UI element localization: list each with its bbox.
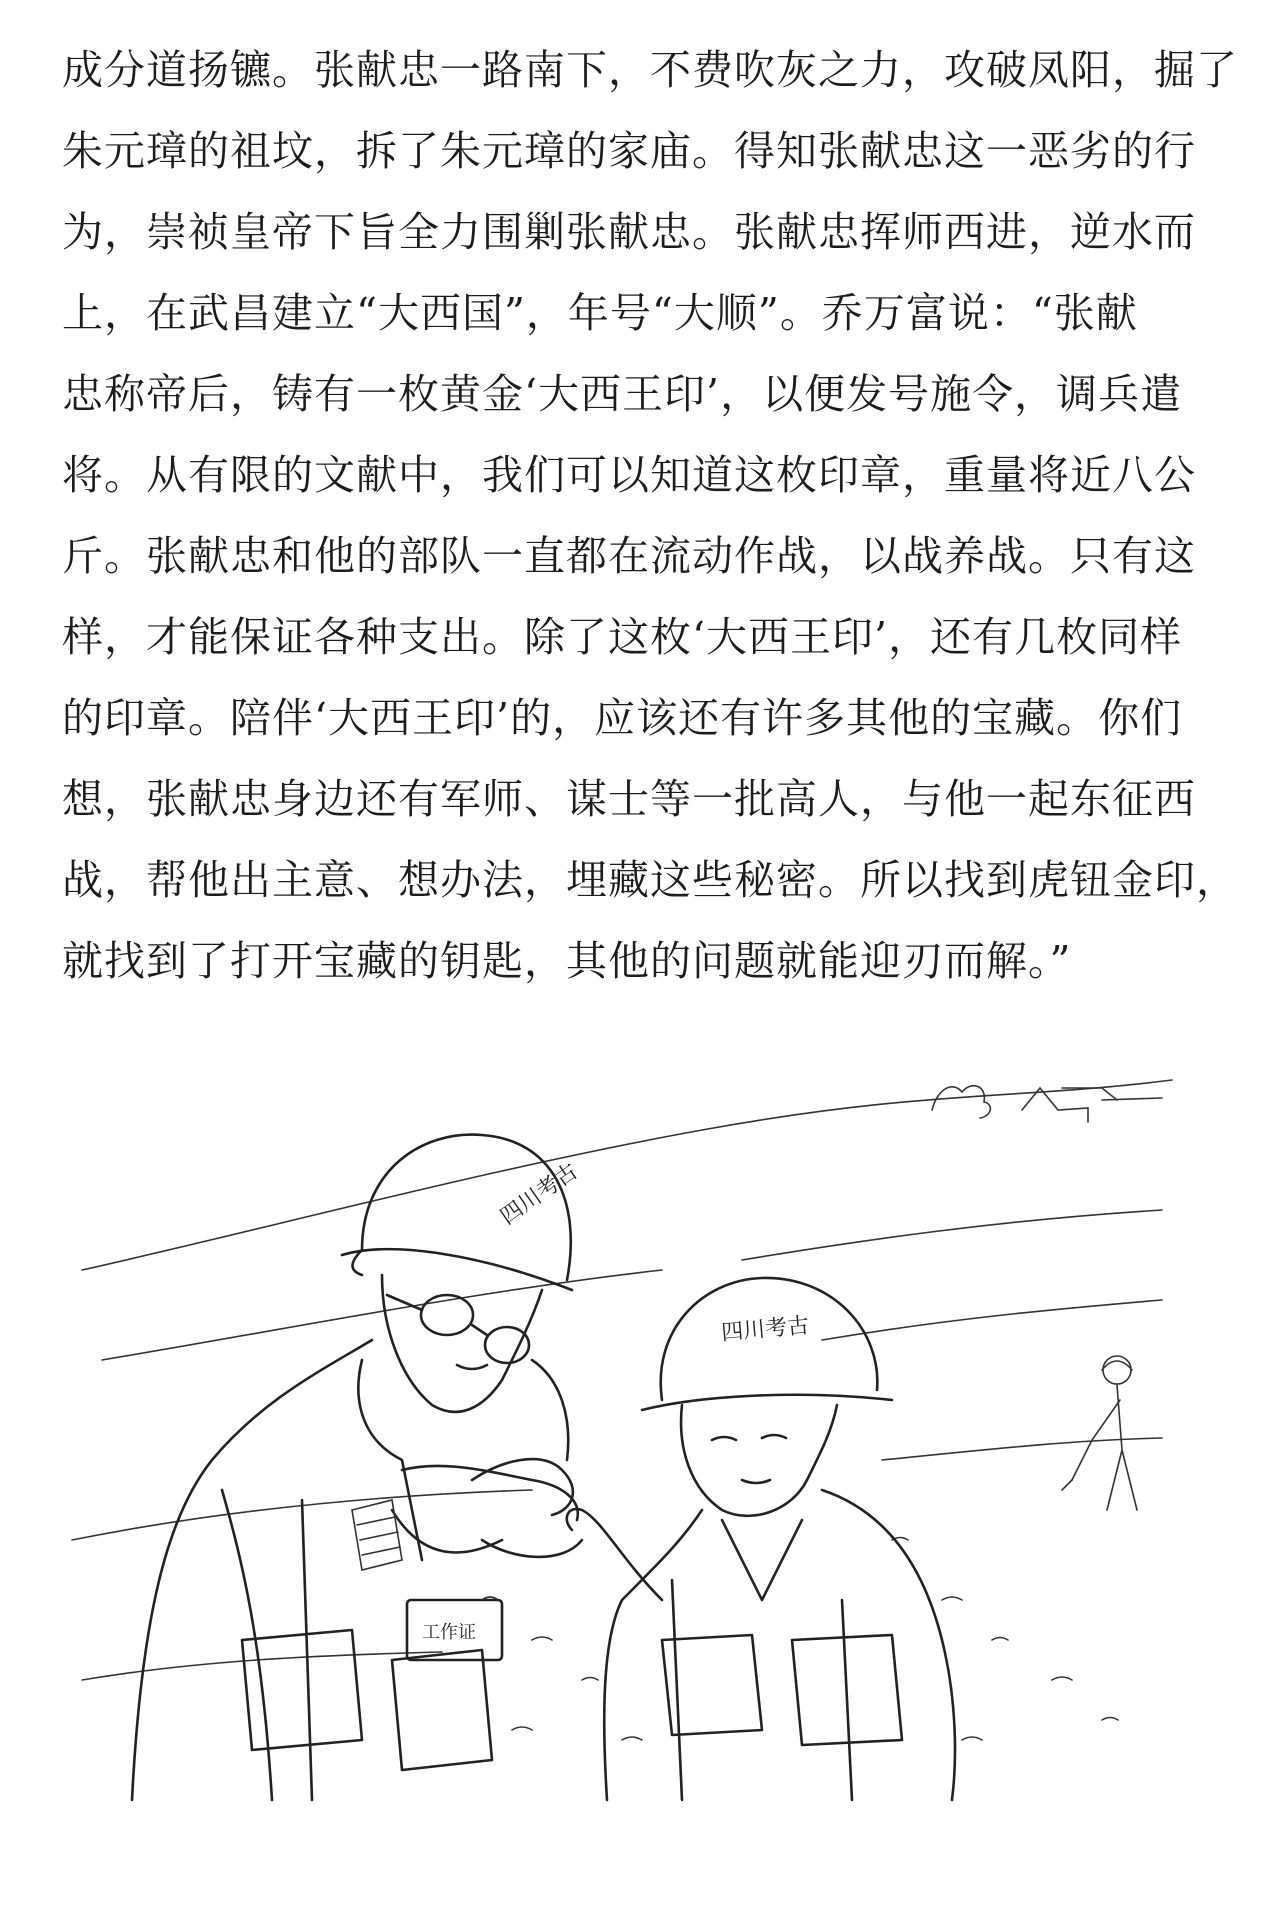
body-text [62, 30, 1238, 1002]
helmet-left-label: 四川考古 [496, 1158, 583, 1230]
archaeologists-illustration [62, 1040, 1182, 1820]
helmet-right-label: 四川考古 [720, 1313, 811, 1346]
text-line: 忠称帝后，铸有一枚黄金‘大西王印’，以便发号施令，调兵遣 [62, 370, 1183, 418]
left-archaeologist [132, 1135, 583, 1800]
text-line: 的印章。陪伴‘大西王印’的，应该还有许多其他的宝藏。你们 [62, 694, 1183, 742]
text-line: 将。从有限的文献中，我们可以知道这枚印章，重量将近八公 [62, 451, 1196, 499]
line-drawing [62, 1040, 1182, 1820]
text-line: 成分道扬镳。张献忠一路南下，不费吹灰之力，攻破凤阳，掘了 [62, 46, 1238, 94]
text-line: 想，张献忠身边还有军师、谋士等一批高人，与他一起东征西 [62, 775, 1196, 823]
work-badge-label: 工作证 [422, 1622, 476, 1643]
text-line: 就找到了打开宝藏的钥匙，其他的问题就能迎刃而解。” [62, 937, 1072, 985]
text-line: 为，崇祯皇帝下旨全力围剿张献忠。张献忠挥师西进，逆水而 [62, 208, 1196, 256]
text-line: 朱元璋的祖坟，拆了朱元璋的家庙。得知张献忠这一恶劣的行 [62, 127, 1196, 175]
distant-worker [1062, 1356, 1137, 1510]
text-line: 战，帮他出主意、想办法，埋藏这些秘密。所以找到虎钮金印， [62, 856, 1238, 904]
landscape [72, 1080, 1172, 1740]
text-line: 斤。张献忠和他的部队一直都在流动作战，以战养战。只有这 [62, 532, 1196, 580]
right-archaeologist [567, 1278, 955, 1800]
text-line: 上，在武昌建立“大西国”，年号“大顺”。乔万富说：“张献 [62, 289, 1138, 337]
text-line: 样，才能保证各种支出。除了这枚‘大西王印’，还有几枚同样 [62, 613, 1183, 661]
